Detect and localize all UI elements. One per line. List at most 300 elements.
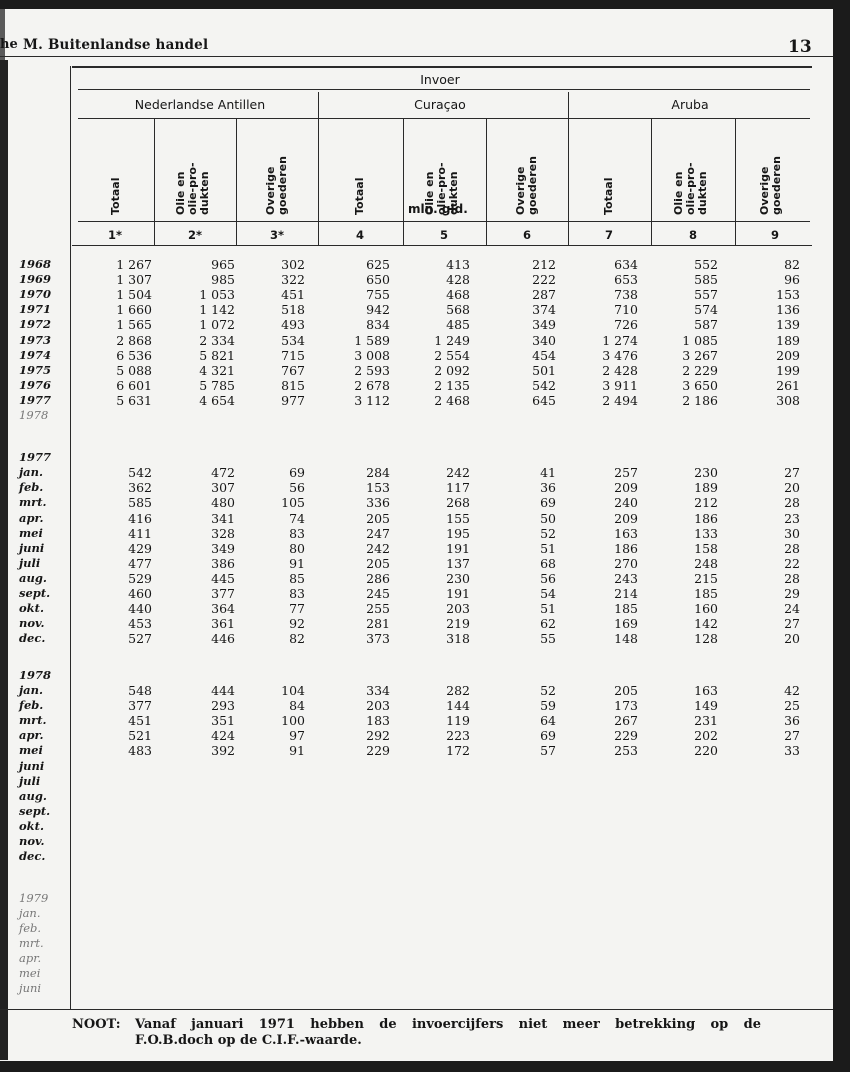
table-cell: 480 — [211, 495, 235, 510]
table-cell: 416 — [128, 511, 152, 526]
table-row — [0, 601, 833, 616]
table-cell: 625 — [366, 257, 390, 272]
table-cell: 411 — [128, 526, 152, 541]
table-cell: 645 — [532, 393, 556, 408]
table-row — [0, 556, 833, 571]
table-cell: 726 — [614, 317, 638, 332]
table-cell: 373 — [366, 631, 390, 646]
row-label: 1972 — [19, 317, 52, 331]
table-row — [0, 728, 833, 743]
table-row — [0, 698, 833, 713]
table-cell: 351 — [211, 713, 235, 728]
table-cell: 185 — [614, 601, 638, 616]
table-row — [0, 257, 833, 272]
table-cell: 20 — [784, 631, 800, 646]
table-cell: 2 229 — [682, 363, 718, 378]
table-cell: 185 — [694, 586, 718, 601]
table-cell: 163 — [694, 683, 718, 698]
table-row — [0, 393, 833, 408]
table-row — [0, 891, 833, 906]
table-cell: 485 — [446, 317, 470, 332]
table-cell: 28 — [784, 495, 800, 510]
table-cell: 302 — [281, 257, 305, 272]
table-row — [0, 743, 833, 758]
table-cell: 223 — [446, 728, 470, 743]
table-cell: 29 — [784, 586, 800, 601]
table-cell: 231 — [694, 713, 718, 728]
table-cell: 189 — [776, 333, 800, 348]
invoer-rule — [78, 89, 810, 90]
table-cell: 172 — [446, 743, 470, 758]
table-row — [0, 819, 833, 834]
column-header-2: Olie en olie-pro- dukten — [174, 162, 211, 215]
table-cell: 203 — [366, 698, 390, 713]
page-number: 13 — [788, 37, 812, 57]
table-cell: 308 — [776, 393, 800, 408]
table-row — [0, 480, 833, 495]
footnote-tag: NOOT: — [72, 1017, 121, 1032]
table-cell: 336 — [366, 495, 390, 510]
table-cell: 195 — [446, 526, 470, 541]
table-cell: 293 — [211, 698, 235, 713]
table-cell: 100 — [281, 713, 305, 728]
table-cell: 28 — [784, 571, 800, 586]
column-number-2: 2* — [187, 228, 202, 242]
table-cell: 2 554 — [434, 348, 470, 363]
table-cell: 3 476 — [602, 348, 638, 363]
table-cell: 230 — [694, 465, 718, 480]
row-label: 1975 — [19, 363, 52, 377]
table-cell: 97 — [289, 728, 305, 743]
row-label: 1977 — [19, 393, 52, 407]
table-cell: 54 — [540, 586, 556, 601]
table-cell: 69 — [289, 465, 305, 480]
table-cell: 446 — [211, 631, 235, 646]
table-cell: 634 — [614, 257, 638, 272]
scan-bottom-edge — [0, 1061, 850, 1072]
table-cell: 215 — [694, 571, 718, 586]
table-cell: 501 — [532, 363, 556, 378]
table-row — [0, 804, 833, 819]
table-row — [0, 495, 833, 510]
table-cell: 52 — [540, 526, 556, 541]
table-cell: 834 — [366, 317, 390, 332]
table-cell: 96 — [784, 272, 800, 287]
table-cell: 1 142 — [199, 302, 235, 317]
table-cell: 5 785 — [199, 378, 235, 393]
table-cell: 453 — [128, 616, 152, 631]
table-cell: 529 — [128, 571, 152, 586]
table-row — [0, 921, 833, 936]
table-row — [0, 951, 833, 966]
table-cell: 222 — [532, 272, 556, 287]
table-row — [0, 348, 833, 363]
table-cell: 1 053 — [199, 287, 235, 302]
table-cell: 59 — [540, 698, 556, 713]
table-cell: 84 — [289, 698, 305, 713]
table-cell: 186 — [614, 541, 638, 556]
table-cell: 361 — [211, 616, 235, 631]
table-cell: 548 — [128, 683, 152, 698]
table-cell: 1 274 — [602, 333, 638, 348]
table-row — [0, 450, 833, 465]
table-cell: 36 — [540, 480, 556, 495]
column-header-5: Olie en olie-pro- dukten — [423, 162, 460, 215]
row-label: juni — [19, 981, 42, 995]
col-divider-4 — [403, 118, 404, 245]
table-cell: 27 — [784, 728, 800, 743]
region-heading-curacao: Curaçao — [414, 97, 466, 112]
table-cell: 153 — [776, 287, 800, 302]
row-label: jan. — [19, 465, 43, 479]
row-label: juli — [19, 774, 41, 788]
table-cell: 247 — [366, 526, 390, 541]
table-top-rule — [72, 66, 812, 68]
table-cell: 30 — [784, 526, 800, 541]
column-header-4: Totaal — [353, 177, 366, 215]
table-cell: 815 — [281, 378, 305, 393]
table-cell: 163 — [614, 526, 638, 541]
footnote-line-1: Vanaf januari 1971 hebben de invoercijfers niet meer betrekking op de — [135, 1017, 761, 1032]
table-cell: 229 — [614, 728, 638, 743]
table-cell: 36 — [784, 713, 800, 728]
region-divider-1 — [318, 92, 319, 245]
table-row — [0, 526, 833, 541]
table-cell: 205 — [366, 556, 390, 571]
table-cell: 318 — [446, 631, 470, 646]
table-cell: 220 — [694, 743, 718, 758]
table-cell: 243 — [614, 571, 638, 586]
table-cell: 2 868 — [116, 333, 152, 348]
table-cell: 587 — [694, 317, 718, 332]
table-cell: 557 — [694, 287, 718, 302]
table-cell: 56 — [540, 571, 556, 586]
table-cell: 977 — [281, 393, 305, 408]
region-divider-2 — [568, 92, 569, 245]
table-bottom-rule — [0, 1009, 833, 1010]
region-rule — [78, 118, 810, 119]
table-cell: 1 085 — [682, 333, 718, 348]
row-label: feb. — [19, 480, 44, 494]
column-number-4: 4 — [355, 228, 364, 242]
table-row — [0, 668, 833, 683]
table-cell: 5 821 — [199, 348, 235, 363]
table-cell: 424 — [211, 728, 235, 743]
table-row — [0, 586, 833, 601]
table-cell: 1 589 — [354, 333, 390, 348]
table-cell: 542 — [128, 465, 152, 480]
row-label: sept. — [19, 586, 51, 600]
table-cell: 69 — [540, 728, 556, 743]
table-cell: 230 — [446, 571, 470, 586]
table-row — [0, 408, 833, 423]
table-cell: 257 — [614, 465, 638, 480]
region-heading-antillen: Nederlandse Antillen — [134, 97, 266, 112]
col-divider-2 — [236, 118, 237, 245]
table-cell: 253 — [614, 743, 638, 758]
table-cell: 6 536 — [116, 348, 152, 363]
table-cell: 148 — [614, 631, 638, 646]
row-label: feb. — [19, 921, 42, 935]
table-cell: 261 — [776, 378, 800, 393]
table-cell: 341 — [211, 511, 235, 526]
table-cell: 27 — [784, 465, 800, 480]
table-cell: 137 — [446, 556, 470, 571]
section-title: M. Buitenlandse handel — [23, 37, 209, 53]
row-label: juni — [19, 541, 45, 555]
table-cell: 2 334 — [199, 333, 235, 348]
table-cell: 64 — [540, 713, 556, 728]
table-cell: 1 660 — [116, 302, 152, 317]
table-cell: 328 — [211, 526, 235, 541]
table-cell: 183 — [366, 713, 390, 728]
table-row — [0, 378, 833, 393]
table-cell: 203 — [446, 601, 470, 616]
table-cell: 483 — [128, 743, 152, 758]
table-cell: 4 321 — [199, 363, 235, 378]
row-label: nov. — [19, 616, 45, 630]
column-number-7: 7 — [604, 228, 613, 242]
table-cell: 22 — [784, 556, 800, 571]
table-cell: 199 — [776, 363, 800, 378]
table-cell: 738 — [614, 287, 638, 302]
table-cell: 460 — [128, 586, 152, 601]
table-cell: 214 — [614, 586, 638, 601]
table-cell: 767 — [281, 363, 305, 378]
column-header-3: Overige goederen — [264, 156, 289, 215]
row-label: 1976 — [19, 378, 52, 392]
table-cell: 942 — [366, 302, 390, 317]
table-cell: 444 — [211, 683, 235, 698]
table-cell: 69 — [540, 495, 556, 510]
table-cell: 1 267 — [116, 257, 152, 272]
table-cell: 3 008 — [354, 348, 390, 363]
table-row — [0, 936, 833, 951]
table-cell: 92 — [289, 616, 305, 631]
table-cell: 2 593 — [354, 363, 390, 378]
table-cell: 2 186 — [682, 393, 718, 408]
table-cell: 292 — [366, 728, 390, 743]
table-cell: 281 — [366, 616, 390, 631]
table-cell: 413 — [446, 257, 470, 272]
row-label: mrt. — [19, 936, 44, 950]
table-cell: 62 — [540, 616, 556, 631]
table-cell: 20 — [784, 480, 800, 495]
table-cell: 209 — [614, 480, 638, 495]
table-cell: 173 — [614, 698, 638, 713]
table-cell: 42 — [784, 683, 800, 698]
table-cell: 50 — [540, 511, 556, 526]
row-label: mrt. — [19, 495, 47, 509]
row-label: juli — [19, 556, 41, 570]
table-cell: 1 249 — [434, 333, 470, 348]
table-row — [0, 571, 833, 586]
table-row — [0, 713, 833, 728]
table-cell: 91 — [289, 743, 305, 758]
table-cell: 568 — [446, 302, 470, 317]
table-cell: 374 — [532, 302, 556, 317]
table-cell: 518 — [281, 302, 305, 317]
table-row — [0, 981, 833, 996]
colnum-rule — [72, 245, 812, 246]
table-cell: 209 — [776, 348, 800, 363]
table-cell: 3 112 — [354, 393, 390, 408]
row-label: mei — [19, 526, 43, 540]
table-cell: 55 — [540, 631, 556, 646]
table-cell: 4 654 — [199, 393, 235, 408]
table-cell: 650 — [366, 272, 390, 287]
header-rule — [0, 56, 833, 57]
row-label: feb. — [19, 698, 44, 712]
column-header-7: Totaal — [602, 177, 615, 215]
table-cell: 349 — [532, 317, 556, 332]
row-label: 1977 — [19, 450, 52, 464]
table-cell: 142 — [694, 616, 718, 631]
table-row — [0, 541, 833, 556]
table-cell: 440 — [128, 601, 152, 616]
table-cell: 255 — [366, 601, 390, 616]
table-row — [0, 616, 833, 631]
table-cell: 191 — [446, 541, 470, 556]
table-cell: 82 — [784, 257, 800, 272]
table-cell: 242 — [446, 465, 470, 480]
table-cell: 2 135 — [434, 378, 470, 393]
table-cell: 377 — [128, 698, 152, 713]
table-cell: 985 — [211, 272, 235, 287]
table-cell: 307 — [211, 480, 235, 495]
table-cell: 85 — [289, 571, 305, 586]
table-cell: 57 — [540, 743, 556, 758]
table-cell: 80 — [289, 541, 305, 556]
table-cell: 56 — [289, 480, 305, 495]
table-cell: 51 — [540, 541, 556, 556]
table-row — [0, 774, 833, 789]
table-row — [0, 849, 833, 864]
table-row — [0, 363, 833, 378]
table-cell: 209 — [614, 511, 638, 526]
table-row — [0, 317, 833, 332]
table-cell: 349 — [211, 541, 235, 556]
table-cell: 710 — [614, 302, 638, 317]
unit-label: mln. gld. — [408, 202, 468, 216]
column-number-3: 3* — [269, 228, 284, 242]
table-cell: 52 — [540, 683, 556, 698]
row-label: okt. — [19, 601, 44, 615]
table-cell: 286 — [366, 571, 390, 586]
table-cell: 160 — [694, 601, 718, 616]
table-cell: 268 — [446, 495, 470, 510]
table-cell: 5 088 — [116, 363, 152, 378]
table-cell: 1 072 — [199, 317, 235, 332]
table-cell: 755 — [366, 287, 390, 302]
table-cell: 41 — [540, 465, 556, 480]
table-cell: 377 — [211, 586, 235, 601]
table-cell: 287 — [532, 287, 556, 302]
table-cell: 248 — [694, 556, 718, 571]
table-cell: 653 — [614, 272, 638, 287]
table-cell: 2 494 — [602, 393, 638, 408]
column-number-5: 5 — [439, 228, 448, 242]
table-row — [0, 789, 833, 804]
table-cell: 585 — [694, 272, 718, 287]
table-cell: 542 — [532, 378, 556, 393]
row-label: nov. — [19, 834, 45, 848]
row-label: aug. — [19, 571, 47, 585]
column-number-9: 9 — [770, 228, 779, 242]
table-cell: 24 — [784, 601, 800, 616]
table-cell: 119 — [446, 713, 470, 728]
table-cell: 68 — [540, 556, 556, 571]
table-cell: 191 — [446, 586, 470, 601]
column-header-1: Totaal — [109, 177, 122, 215]
row-label: apr. — [19, 951, 42, 965]
row-label: aug. — [19, 789, 47, 803]
table-cell: 585 — [128, 495, 152, 510]
scan-top-edge — [0, 0, 850, 9]
table-cell: 28 — [784, 541, 800, 556]
table-cell: 3 267 — [682, 348, 718, 363]
table-cell: 282 — [446, 683, 470, 698]
table-cell: 340 — [532, 333, 556, 348]
table-cell: 212 — [532, 257, 556, 272]
table-cell: 186 — [694, 511, 718, 526]
row-label: apr. — [19, 511, 44, 525]
row-label: mei — [19, 966, 41, 980]
table-cell: 245 — [366, 586, 390, 601]
table-cell: 144 — [446, 698, 470, 713]
table-row — [0, 333, 833, 348]
table-row — [0, 631, 833, 646]
table-row — [0, 287, 833, 302]
table-cell: 267 — [614, 713, 638, 728]
table-cell: 477 — [128, 556, 152, 571]
table-row — [0, 683, 833, 698]
table-cell: 6 601 — [116, 378, 152, 393]
table-cell: 242 — [366, 541, 390, 556]
table-cell: 428 — [446, 272, 470, 287]
row-label: sept. — [19, 804, 51, 818]
table-row — [0, 272, 833, 287]
table-cell: 82 — [289, 631, 305, 646]
table-cell: 2 468 — [434, 393, 470, 408]
col-divider-1 — [154, 118, 155, 245]
table-cell: 521 — [128, 728, 152, 743]
table-cell: 128 — [694, 631, 718, 646]
table-cell: 468 — [446, 287, 470, 302]
table-cell: 451 — [281, 287, 305, 302]
table-cell: 219 — [446, 616, 470, 631]
table-cell: 2 428 — [602, 363, 638, 378]
table-cell: 33 — [784, 743, 800, 758]
row-label: 1974 — [19, 348, 52, 362]
row-label: 1968 — [19, 257, 52, 271]
footnote-line-2: F.O.B.doch op de C.I.F.-waarde. — [135, 1033, 362, 1048]
table-cell: 364 — [211, 601, 235, 616]
row-label: 1973 — [19, 333, 52, 347]
table-row — [0, 834, 833, 849]
table-cell: 74 — [289, 511, 305, 526]
table-cell: 83 — [289, 586, 305, 601]
table-cell: 5 631 — [116, 393, 152, 408]
column-header-9: Overige goederen — [758, 156, 783, 215]
table-cell: 574 — [694, 302, 718, 317]
table-cell: 77 — [289, 601, 305, 616]
col-divider-7 — [651, 118, 652, 245]
table-row — [0, 465, 833, 480]
row-label: mei — [19, 743, 43, 757]
column-header-6: Overige goederen — [514, 156, 539, 215]
row-label: 1970 — [19, 287, 52, 301]
